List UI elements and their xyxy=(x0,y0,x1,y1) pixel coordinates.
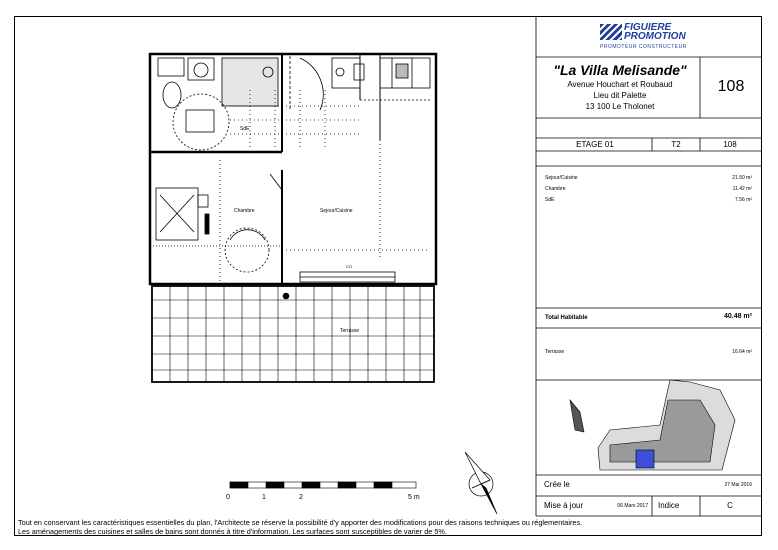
disclaimer-line1: Tout en conservant les caractéristiques essentielles du plan, l'Architecte se réserve la possibilité d'y apporter des modifications pour des raisons techniques ou réglementaires. xyxy=(18,518,583,527)
surface-value: 11.42 m² xyxy=(732,186,752,192)
room-label-chambre: Chambre xyxy=(234,208,255,214)
scale-tick-2: 2 xyxy=(299,494,303,501)
terrace-label: Terrasse xyxy=(545,349,565,355)
room-label-sejour: Sejour/Cuisine xyxy=(320,208,353,214)
surface-label: SdE xyxy=(545,197,555,203)
project-address1: Avenue Houchart et Roubaud xyxy=(567,80,673,89)
project-name: "La Villa Melisande" xyxy=(553,62,687,78)
project-address2: Lieu dit Palette xyxy=(593,91,647,100)
total-value: 40.48 m² xyxy=(723,313,752,320)
updated-label: Mise à jour xyxy=(544,501,584,510)
surface-label: Sejour/Cuisine xyxy=(545,175,578,181)
scale-bar xyxy=(230,482,416,488)
plan-walls xyxy=(150,54,436,284)
scale-tick-1: 1 xyxy=(262,494,266,501)
surface-label: Chambre xyxy=(545,186,566,192)
lot-id: 108 xyxy=(723,140,737,149)
bathroom-fixtures xyxy=(158,56,360,150)
index-label: Indice xyxy=(658,501,680,510)
plan-label-co: CO xyxy=(346,264,352,269)
project-address3: 13 100 Le Tholonet xyxy=(585,102,655,111)
scale-tick-0: 0 xyxy=(226,494,230,501)
lot-number: 108 xyxy=(717,78,745,95)
brand-line2: PROMOTION xyxy=(624,31,686,42)
disclaimer-line2: Les aménagements des cuisines et salles de bains sont donnés à titre d'information. Les surfaces sont susceptibles de varier de 5%. xyxy=(18,527,447,536)
brand-line1: FIGUIERE xyxy=(624,22,672,33)
total-label: Total Habitable xyxy=(545,315,588,321)
kitchen-fixtures xyxy=(332,58,432,100)
bedroom-fixtures xyxy=(150,160,282,284)
brand-mark-icon xyxy=(600,24,622,40)
north-arrow-icon xyxy=(465,452,497,514)
updated-value: 06 Mars 2017 xyxy=(617,503,648,509)
scale-tick-5: 5 m xyxy=(408,494,420,501)
terrace-grid xyxy=(152,286,434,382)
room-label-sde: SdE xyxy=(240,126,250,132)
index-value: C xyxy=(727,501,733,510)
created-value: 27 Mai 2016 xyxy=(724,482,752,488)
surface-value: 21.50 m² xyxy=(732,175,752,181)
lot-floor: ETAGE 01 xyxy=(576,140,614,149)
room-label-terrasse: Terrasse xyxy=(340,328,360,334)
brand-tagline: PROMOTEUR CONSTRUCTEUR xyxy=(600,44,687,50)
lot-type: T2 xyxy=(671,140,681,149)
surface-value: 7.56 m² xyxy=(735,197,752,203)
terrace-value: 16.64 m² xyxy=(732,349,752,355)
created-label: Crée le xyxy=(544,480,570,489)
brand-logo xyxy=(600,22,710,52)
